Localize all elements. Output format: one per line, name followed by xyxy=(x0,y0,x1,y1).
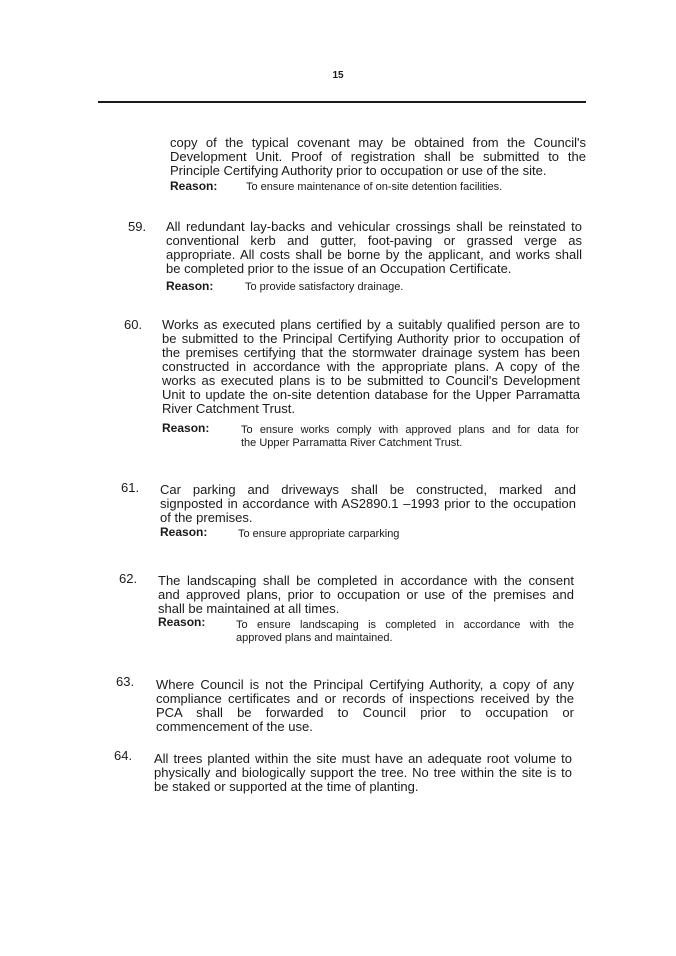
paragraph-line: shall be maintained at all times. xyxy=(158,602,340,616)
paragraph-line: and approved plans, prior to occupation or use of the premises and xyxy=(158,588,574,602)
condition-text xyxy=(158,574,574,616)
reason-line: To ensure works comply with approved plans and for data for xyxy=(241,424,579,436)
condition-text xyxy=(154,752,572,794)
paragraph-line: be completed prior to the issue of an Occupation Certificate. xyxy=(166,262,512,276)
reason-line: To ensure landscaping is completed in accordance with the xyxy=(236,619,574,631)
reason-text xyxy=(246,181,502,194)
condition-text xyxy=(160,483,576,525)
reason-text xyxy=(236,619,574,645)
paragraph-line: The landscaping shall be completed in accordance with the consent xyxy=(158,574,574,588)
paragraph-line: Car parking and driveways shall be constructed, marked and xyxy=(160,483,576,497)
page-number: 15 xyxy=(332,70,344,81)
reason-line: approved plans and maintained. xyxy=(236,632,393,644)
reason-line: To ensure maintenance of on-site detention facilities. xyxy=(246,181,503,193)
reason-text xyxy=(238,528,399,541)
paragraph-line: appropriate. All costs shall be borne by the applicant, and works shall xyxy=(166,248,582,262)
paragraph-line: commencement of the use. xyxy=(156,720,313,734)
reason-label: Reason: xyxy=(162,421,210,435)
reason-label: Reason: xyxy=(166,279,214,293)
paragraph-line: River Catchment Trust. xyxy=(162,402,295,416)
condition-text xyxy=(156,678,574,734)
paragraph-line: All redundant lay-backs and vehicular crossings shall be reinstated to xyxy=(166,220,582,234)
reason-label: Reason: xyxy=(158,615,206,629)
paragraph-line: Principle Certifying Authority prior to occupation or use of the site. xyxy=(170,164,547,178)
reason-line: To ensure appropriate carparking xyxy=(238,528,400,540)
paragraph-line: Unit to update the on-site detention database for the Upper Parramatta xyxy=(162,388,580,402)
paragraph-line: Development Unit. Proof of registration shall be submitted to the xyxy=(170,150,586,164)
reason-text xyxy=(241,424,579,450)
condition-number: 62. xyxy=(119,571,138,586)
paragraph-line: Where Council is not the Principal Certifying Authority, a copy of any xyxy=(156,678,574,692)
paragraph-line: works as executed plans is to be submitted to Council's Development xyxy=(162,374,580,388)
paragraph-line: copy of the typical covenant may be obtained from the Council's xyxy=(170,136,586,150)
condition-number: 63. xyxy=(116,674,135,689)
paragraph-line: of the premises. xyxy=(160,511,253,525)
condition-number: 61. xyxy=(121,480,140,495)
paragraph-line: All trees planted within the site must have an adequate root volume to xyxy=(154,752,572,766)
condition-number: 60. xyxy=(124,317,143,332)
header-rule xyxy=(98,101,586,103)
paragraph-line: conventional kerb and gutter, foot-paving or grassed verge as xyxy=(166,234,582,248)
condition-text xyxy=(162,318,580,416)
paragraph-line: Works as executed plans certified by a suitably qualified person are to xyxy=(162,318,580,332)
condition-number: 59. xyxy=(128,219,147,234)
paragraph-line: be submitted to the Principal Certifying Authority prior to occupation of xyxy=(162,332,580,346)
reason-label: Reason: xyxy=(160,525,208,539)
reason-line: the Upper Parramatta River Catchment Trust. xyxy=(241,437,463,449)
paragraph-line: physically and biologically support the tree. No tree within the site is to xyxy=(154,766,572,780)
paragraph-line: the premises certifying that the stormwater drainage system has been xyxy=(162,346,580,360)
paragraph-line: PCA shall be forwarded to Council prior to occupation or xyxy=(156,706,574,720)
continuation-paragraph xyxy=(170,136,586,178)
paragraph-line: signposted in accordance with AS2890.1 –1993 prior to the occupation xyxy=(160,497,576,511)
condition-text xyxy=(166,220,582,276)
reason-label: Reason: xyxy=(170,179,218,193)
paragraph-line: constructed in accordance with the appropriate plans. A copy of the xyxy=(162,360,580,374)
condition-number: 64. xyxy=(114,748,133,763)
reason-text xyxy=(245,281,403,294)
paragraph-line: be staked or supported at the time of planting. xyxy=(154,780,419,794)
reason-line: To provide satisfactory drainage. xyxy=(245,281,404,293)
paragraph-line: compliance certificates and or records of inspections received by the xyxy=(156,692,574,706)
